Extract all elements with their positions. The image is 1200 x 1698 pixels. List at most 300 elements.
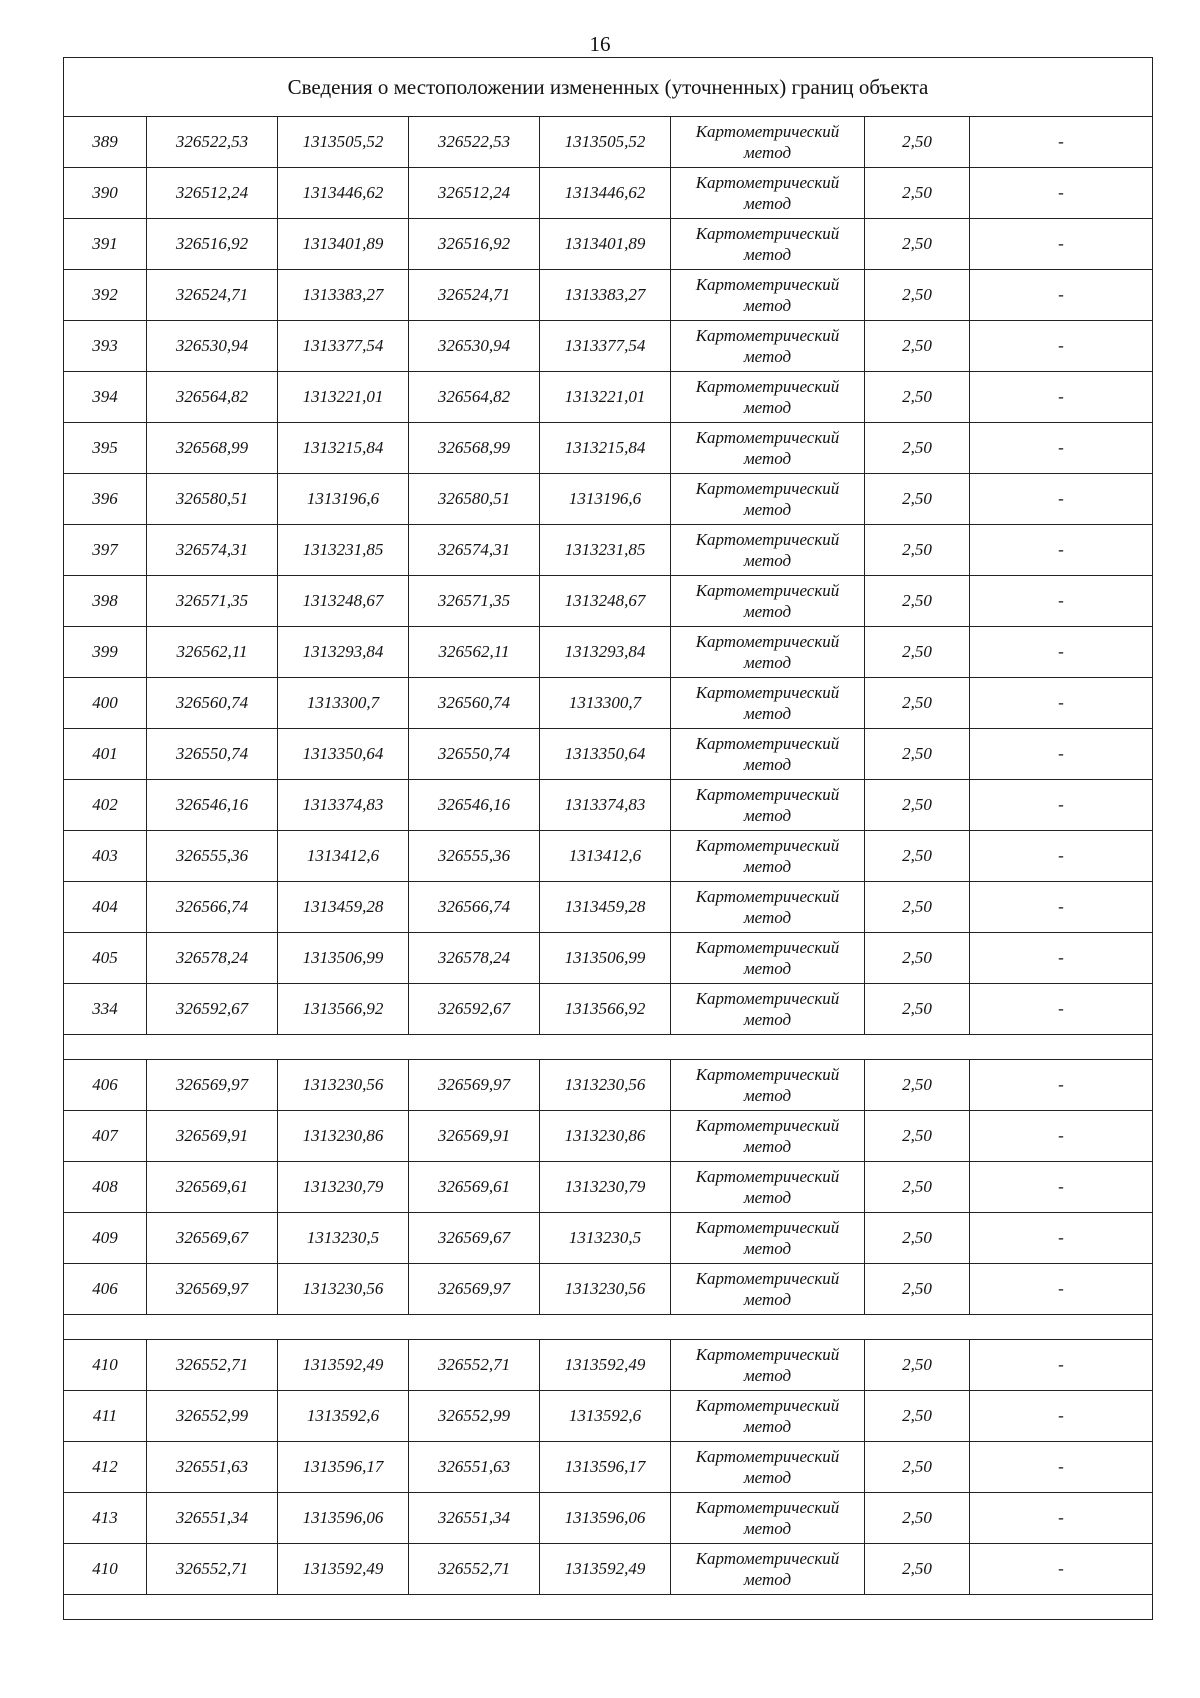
method-label-line1: Картометрический	[695, 326, 840, 345]
precision-cell: 2,50	[865, 270, 970, 321]
method-label-line2: метод	[743, 806, 792, 825]
method-cell	[671, 117, 865, 168]
precision-cell: 2,50	[865, 1340, 970, 1391]
y-refined-cell: 1313401,89	[540, 219, 671, 270]
method-label-line2: метод	[743, 194, 792, 213]
boundary-coordinates-table	[63, 57, 1153, 1620]
y-existing-cell: 1313230,86	[278, 1111, 409, 1162]
y-refined-cell: 1313350,64	[540, 729, 671, 780]
table-row	[64, 1493, 1153, 1544]
table-row	[64, 729, 1153, 780]
table-row	[64, 117, 1153, 168]
y-existing-cell: 1313505,52	[278, 117, 409, 168]
point-number-cell: 410	[64, 1544, 147, 1595]
method-label-line1: Картометрический	[695, 1167, 840, 1186]
contour-separator	[64, 1035, 1153, 1060]
method-label-line2: метод	[743, 551, 792, 570]
method-label-line1: Картометрический	[695, 938, 840, 957]
method-label-line2: метод	[743, 908, 792, 927]
y-refined-cell: 1313215,84	[540, 423, 671, 474]
point-number-cell: 412	[64, 1442, 147, 1493]
table-row	[64, 1264, 1153, 1315]
table-row	[64, 933, 1153, 984]
method-label-line1: Картометрический	[695, 632, 840, 651]
point-number-cell: 394	[64, 372, 147, 423]
y-existing-cell: 1313293,84	[278, 627, 409, 678]
y-refined-cell: 1313230,86	[540, 1111, 671, 1162]
y-refined-cell: 1313196,6	[540, 474, 671, 525]
x-existing-cell: 326568,99	[147, 423, 278, 474]
table-row	[64, 321, 1153, 372]
method-label-line2: метод	[743, 1290, 792, 1309]
y-refined-cell: 1313505,52	[540, 117, 671, 168]
x-refined-cell: 326555,36	[409, 831, 540, 882]
method-label-line1: Картометрический	[695, 1065, 840, 1084]
y-existing-cell: 1313459,28	[278, 882, 409, 933]
method-label-line2: метод	[743, 296, 792, 315]
description-cell: -	[970, 1111, 1153, 1162]
x-refined-cell: 326550,74	[409, 729, 540, 780]
method-label-line1: Картометрический	[695, 1345, 840, 1364]
x-existing-cell: 326552,71	[147, 1340, 278, 1391]
x-refined-cell: 326592,67	[409, 984, 540, 1035]
point-number-cell: 396	[64, 474, 147, 525]
x-existing-cell: 326569,91	[147, 1111, 278, 1162]
table-row	[64, 831, 1153, 882]
y-existing-cell: 1313596,17	[278, 1442, 409, 1493]
x-refined-cell: 326568,99	[409, 423, 540, 474]
x-existing-cell: 326569,67	[147, 1213, 278, 1264]
x-refined-cell: 326552,99	[409, 1391, 540, 1442]
x-existing-cell: 326569,97	[147, 1060, 278, 1111]
table-row	[64, 780, 1153, 831]
method-cell	[671, 168, 865, 219]
page-number: 16	[589, 32, 611, 56]
x-existing-cell: 326578,24	[147, 933, 278, 984]
y-refined-cell: 1313377,54	[540, 321, 671, 372]
method-label-line2: метод	[743, 1570, 792, 1589]
method-cell	[671, 1340, 865, 1391]
method-label-line1: Картометрический	[695, 683, 840, 702]
method-label-line2: метод	[743, 1417, 792, 1436]
x-refined-cell: 326564,82	[409, 372, 540, 423]
method-label-line1: Картометрический	[695, 581, 840, 600]
y-refined-cell: 1313592,49	[540, 1340, 671, 1391]
method-cell	[671, 627, 865, 678]
method-cell	[671, 1264, 865, 1315]
x-existing-cell: 326566,74	[147, 882, 278, 933]
method-label-line2: метод	[743, 1010, 792, 1029]
method-cell	[671, 729, 865, 780]
point-number-cell: 403	[64, 831, 147, 882]
method-cell	[671, 474, 865, 525]
description-cell: -	[970, 168, 1153, 219]
method-cell	[671, 1213, 865, 1264]
method-label-line1: Картометрический	[695, 1549, 840, 1568]
method-label-line2: метод	[743, 245, 792, 264]
point-number-cell: 390	[64, 168, 147, 219]
x-refined-cell: 326524,71	[409, 270, 540, 321]
description-cell: -	[970, 474, 1153, 525]
x-existing-cell: 326574,31	[147, 525, 278, 576]
table-row	[64, 1060, 1153, 1111]
y-existing-cell: 1313592,6	[278, 1391, 409, 1442]
x-existing-cell: 326555,36	[147, 831, 278, 882]
x-existing-cell: 326560,74	[147, 678, 278, 729]
description-cell: -	[970, 1340, 1153, 1391]
precision-cell: 2,50	[865, 474, 970, 525]
point-number-cell: 408	[64, 1162, 147, 1213]
method-label-line1: Картометрический	[695, 734, 840, 753]
point-number-cell: 409	[64, 1213, 147, 1264]
method-label-line1: Картометрический	[695, 275, 840, 294]
table-row	[64, 576, 1153, 627]
point-number-cell: 398	[64, 576, 147, 627]
x-refined-cell: 326551,63	[409, 1442, 540, 1493]
precision-cell: 2,50	[865, 984, 970, 1035]
table-row	[64, 1391, 1153, 1442]
x-refined-cell: 326569,97	[409, 1264, 540, 1315]
x-refined-cell: 326566,74	[409, 882, 540, 933]
precision-cell: 2,50	[865, 1060, 970, 1111]
y-existing-cell: 1313506,99	[278, 933, 409, 984]
x-existing-cell: 326571,35	[147, 576, 278, 627]
x-refined-cell: 326569,67	[409, 1213, 540, 1264]
point-number-cell: 393	[64, 321, 147, 372]
point-number-cell: 410	[64, 1340, 147, 1391]
x-existing-cell: 326552,99	[147, 1391, 278, 1442]
precision-cell: 2,50	[865, 627, 970, 678]
method-label-line2: метод	[743, 143, 792, 162]
point-number-cell: 400	[64, 678, 147, 729]
x-refined-cell: 326530,94	[409, 321, 540, 372]
y-refined-cell: 1313374,83	[540, 780, 671, 831]
method-label-line2: метод	[743, 1366, 792, 1385]
x-refined-cell: 326571,35	[409, 576, 540, 627]
y-existing-cell: 1313230,56	[278, 1060, 409, 1111]
y-refined-cell: 1313230,56	[540, 1264, 671, 1315]
point-number-cell: 391	[64, 219, 147, 270]
x-existing-cell: 326546,16	[147, 780, 278, 831]
table-body	[64, 58, 1153, 1620]
y-refined-cell: 1313300,7	[540, 678, 671, 729]
y-refined-cell: 1313596,17	[540, 1442, 671, 1493]
precision-cell: 2,50	[865, 933, 970, 984]
method-cell	[671, 678, 865, 729]
method-cell	[671, 219, 865, 270]
x-existing-cell: 326516,92	[147, 219, 278, 270]
y-refined-cell: 1313383,27	[540, 270, 671, 321]
description-cell: -	[970, 882, 1153, 933]
precision-cell: 2,50	[865, 423, 970, 474]
method-label-line2: метод	[743, 653, 792, 672]
point-number-cell: 392	[64, 270, 147, 321]
method-label-line2: метод	[743, 398, 792, 417]
description-cell: -	[970, 1442, 1153, 1493]
method-cell	[671, 423, 865, 474]
description-cell: -	[970, 831, 1153, 882]
x-refined-cell: 326569,61	[409, 1162, 540, 1213]
method-cell	[671, 831, 865, 882]
y-refined-cell: 1313221,01	[540, 372, 671, 423]
method-label-line2: метод	[743, 755, 792, 774]
contour-separator-row	[64, 1595, 1153, 1620]
x-refined-cell: 326578,24	[409, 933, 540, 984]
method-label-line1: Картометрический	[695, 1498, 840, 1517]
precision-cell: 2,50	[865, 1111, 970, 1162]
description-cell: -	[970, 780, 1153, 831]
description-cell: -	[970, 270, 1153, 321]
x-refined-cell: 326580,51	[409, 474, 540, 525]
point-number-cell: 334	[64, 984, 147, 1035]
point-number-cell: 413	[64, 1493, 147, 1544]
contour-separator	[64, 1315, 1153, 1340]
method-label-line1: Картометрический	[695, 173, 840, 192]
y-existing-cell: 1313377,54	[278, 321, 409, 372]
contour-separator	[64, 1595, 1153, 1620]
contour-separator-row	[64, 1035, 1153, 1060]
table-row	[64, 1111, 1153, 1162]
point-number-cell: 399	[64, 627, 147, 678]
method-label-line2: метод	[743, 1086, 792, 1105]
point-number-cell: 411	[64, 1391, 147, 1442]
method-label-line2: метод	[743, 959, 792, 978]
y-existing-cell: 1313231,85	[278, 525, 409, 576]
x-existing-cell: 326592,67	[147, 984, 278, 1035]
method-label-line2: метод	[743, 1468, 792, 1487]
table-title: Сведения о местоположении измененных (уточненных) границ объекта	[64, 58, 1153, 117]
x-refined-cell: 326551,34	[409, 1493, 540, 1544]
method-cell	[671, 1060, 865, 1111]
point-number-cell: 407	[64, 1111, 147, 1162]
method-label-line2: метод	[743, 1137, 792, 1156]
table-row	[64, 270, 1153, 321]
table-row	[64, 219, 1153, 270]
description-cell: -	[970, 1060, 1153, 1111]
method-cell	[671, 1391, 865, 1442]
method-label-line2: метод	[743, 347, 792, 366]
method-label-line1: Картометрический	[695, 479, 840, 498]
y-refined-cell: 1313248,67	[540, 576, 671, 627]
y-existing-cell: 1313596,06	[278, 1493, 409, 1544]
precision-cell: 2,50	[865, 1162, 970, 1213]
precision-cell: 2,50	[865, 525, 970, 576]
precision-cell: 2,50	[865, 678, 970, 729]
description-cell: -	[970, 423, 1153, 474]
table-title-row	[64, 58, 1153, 117]
method-cell	[671, 321, 865, 372]
y-refined-cell: 1313230,5	[540, 1213, 671, 1264]
method-cell	[671, 525, 865, 576]
table-row	[64, 372, 1153, 423]
description-cell: -	[970, 627, 1153, 678]
y-refined-cell: 1313592,6	[540, 1391, 671, 1442]
y-existing-cell: 1313215,84	[278, 423, 409, 474]
point-number-cell: 402	[64, 780, 147, 831]
method-cell	[671, 1544, 865, 1595]
method-cell	[671, 372, 865, 423]
precision-cell: 2,50	[865, 219, 970, 270]
x-refined-cell: 326512,24	[409, 168, 540, 219]
x-refined-cell: 326546,16	[409, 780, 540, 831]
table-row	[64, 423, 1153, 474]
precision-cell: 2,50	[865, 1544, 970, 1595]
y-existing-cell: 1313383,27	[278, 270, 409, 321]
y-existing-cell: 1313196,6	[278, 474, 409, 525]
table-row	[64, 984, 1153, 1035]
point-number-cell: 404	[64, 882, 147, 933]
description-cell: -	[970, 219, 1153, 270]
x-existing-cell: 326522,53	[147, 117, 278, 168]
method-label-line2: метод	[743, 857, 792, 876]
x-existing-cell: 326552,71	[147, 1544, 278, 1595]
point-number-cell: 406	[64, 1264, 147, 1315]
table-row	[64, 525, 1153, 576]
y-existing-cell: 1313230,5	[278, 1213, 409, 1264]
table-row	[64, 678, 1153, 729]
y-existing-cell: 1313446,62	[278, 168, 409, 219]
table-row	[64, 1340, 1153, 1391]
method-label-line2: метод	[743, 500, 792, 519]
description-cell: -	[970, 372, 1153, 423]
x-existing-cell: 326530,94	[147, 321, 278, 372]
method-cell	[671, 1111, 865, 1162]
method-label-line1: Картометрический	[695, 887, 840, 906]
method-label-line1: Картометрический	[695, 1218, 840, 1237]
table-row	[64, 1162, 1153, 1213]
x-existing-cell: 326569,61	[147, 1162, 278, 1213]
x-existing-cell: 326550,74	[147, 729, 278, 780]
table-row	[64, 1213, 1153, 1264]
x-existing-cell: 326580,51	[147, 474, 278, 525]
precision-cell: 2,50	[865, 321, 970, 372]
method-label-line2: метод	[743, 704, 792, 723]
method-label-line1: Картометрический	[695, 1116, 840, 1135]
precision-cell: 2,50	[865, 780, 970, 831]
point-number-cell: 389	[64, 117, 147, 168]
point-number-cell: 397	[64, 525, 147, 576]
y-refined-cell: 1313230,79	[540, 1162, 671, 1213]
method-label-line1: Картометрический	[695, 836, 840, 855]
x-refined-cell: 326522,53	[409, 117, 540, 168]
table-row	[64, 474, 1153, 525]
precision-cell: 2,50	[865, 831, 970, 882]
y-existing-cell: 1313566,92	[278, 984, 409, 1035]
point-number-cell: 401	[64, 729, 147, 780]
x-existing-cell: 326524,71	[147, 270, 278, 321]
method-label-line2: метод	[743, 1239, 792, 1258]
description-cell: -	[970, 729, 1153, 780]
x-existing-cell: 326512,24	[147, 168, 278, 219]
precision-cell: 2,50	[865, 1213, 970, 1264]
method-label-line1: Картометрический	[695, 224, 840, 243]
method-label-line1: Картометрический	[695, 377, 840, 396]
method-label-line2: метод	[743, 449, 792, 468]
description-cell: -	[970, 576, 1153, 627]
description-cell: -	[970, 1213, 1153, 1264]
method-cell	[671, 780, 865, 831]
description-cell: -	[970, 1162, 1153, 1213]
description-cell: -	[970, 933, 1153, 984]
description-cell: -	[970, 1544, 1153, 1595]
x-existing-cell: 326562,11	[147, 627, 278, 678]
y-refined-cell: 1313596,06	[540, 1493, 671, 1544]
method-label-line1: Картометрический	[695, 785, 840, 804]
y-existing-cell: 1313221,01	[278, 372, 409, 423]
y-existing-cell: 1313592,49	[278, 1544, 409, 1595]
x-refined-cell: 326569,97	[409, 1060, 540, 1111]
table-row	[64, 882, 1153, 933]
point-number-cell: 405	[64, 933, 147, 984]
x-refined-cell: 326552,71	[409, 1340, 540, 1391]
method-cell	[671, 933, 865, 984]
point-number-cell: 395	[64, 423, 147, 474]
precision-cell: 2,50	[865, 1391, 970, 1442]
x-refined-cell: 326569,91	[409, 1111, 540, 1162]
y-refined-cell: 1313230,56	[540, 1060, 671, 1111]
y-existing-cell: 1313248,67	[278, 576, 409, 627]
method-cell	[671, 270, 865, 321]
table-row	[64, 627, 1153, 678]
precision-cell: 2,50	[865, 372, 970, 423]
y-refined-cell: 1313506,99	[540, 933, 671, 984]
method-label-line1: Картометрический	[695, 530, 840, 549]
y-existing-cell: 1313401,89	[278, 219, 409, 270]
method-cell	[671, 1162, 865, 1213]
method-label-line2: метод	[743, 602, 792, 621]
y-existing-cell: 1313412,6	[278, 831, 409, 882]
method-label-line1: Картометрический	[695, 122, 840, 141]
y-existing-cell: 1313350,64	[278, 729, 409, 780]
y-refined-cell: 1313446,62	[540, 168, 671, 219]
x-refined-cell: 326552,71	[409, 1544, 540, 1595]
x-existing-cell: 326551,63	[147, 1442, 278, 1493]
precision-cell: 2,50	[865, 168, 970, 219]
y-refined-cell: 1313293,84	[540, 627, 671, 678]
precision-cell: 2,50	[865, 1442, 970, 1493]
precision-cell: 2,50	[865, 1264, 970, 1315]
method-cell	[671, 882, 865, 933]
x-existing-cell: 326569,97	[147, 1264, 278, 1315]
y-refined-cell: 1313412,6	[540, 831, 671, 882]
y-existing-cell: 1313592,49	[278, 1340, 409, 1391]
description-cell: -	[970, 1391, 1153, 1442]
method-label-line1: Картометрический	[695, 428, 840, 447]
x-refined-cell: 326562,11	[409, 627, 540, 678]
table-row	[64, 1442, 1153, 1493]
y-refined-cell: 1313459,28	[540, 882, 671, 933]
description-cell: -	[970, 1493, 1153, 1544]
x-refined-cell: 326560,74	[409, 678, 540, 729]
description-cell: -	[970, 525, 1153, 576]
method-label-line1: Картометрический	[695, 1447, 840, 1466]
precision-cell: 2,50	[865, 882, 970, 933]
method-label-line2: метод	[743, 1188, 792, 1207]
description-cell: -	[970, 321, 1153, 372]
precision-cell: 2,50	[865, 1493, 970, 1544]
y-existing-cell: 1313374,83	[278, 780, 409, 831]
description-cell: -	[970, 984, 1153, 1035]
x-existing-cell: 326564,82	[147, 372, 278, 423]
method-label-line1: Картометрический	[695, 989, 840, 1008]
method-cell	[671, 576, 865, 627]
method-label-line2: метод	[743, 1519, 792, 1538]
y-refined-cell: 1313566,92	[540, 984, 671, 1035]
table-row	[64, 168, 1153, 219]
method-cell	[671, 1442, 865, 1493]
point-number-cell: 406	[64, 1060, 147, 1111]
precision-cell: 2,50	[865, 729, 970, 780]
